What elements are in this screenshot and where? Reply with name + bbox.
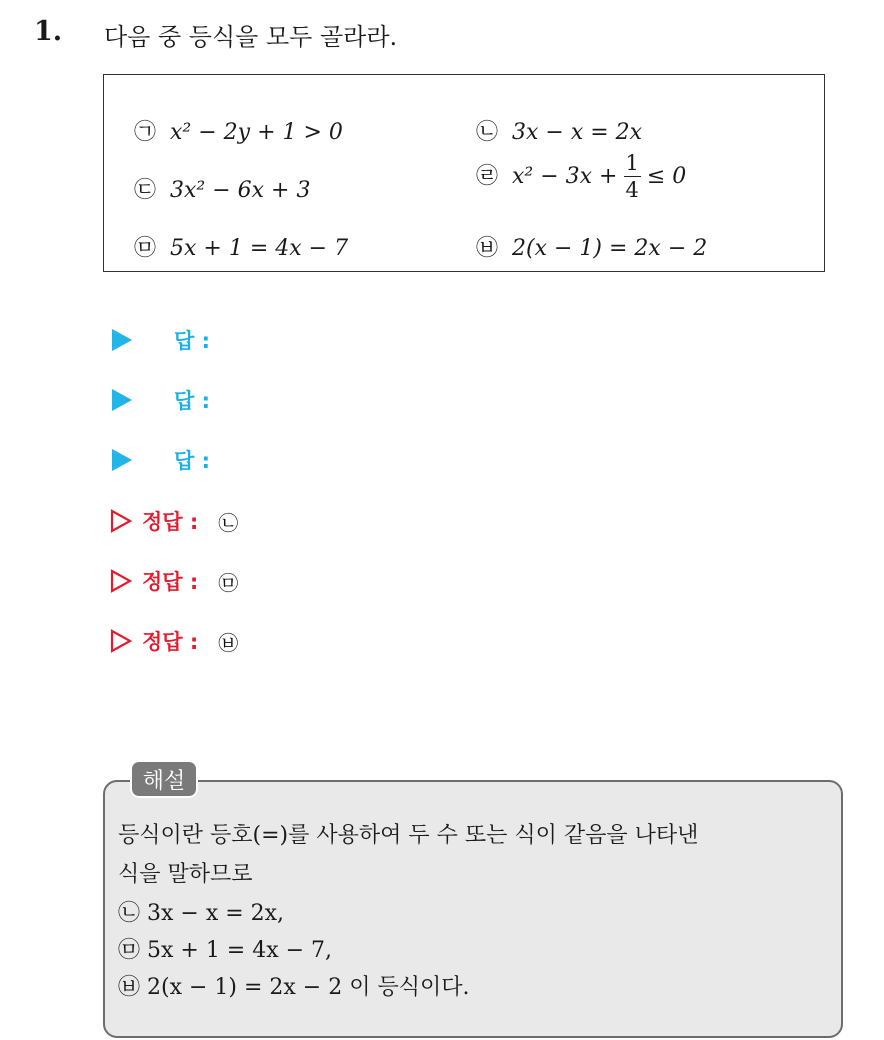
choice-expr-pre: x² − 3x + bbox=[512, 164, 618, 189]
choice-expr: 2(x − 1) = 2x − 2 bbox=[512, 236, 708, 261]
choice-mark: ㉡ bbox=[476, 120, 499, 145]
answer-row-2 bbox=[108, 385, 210, 415]
choice-mark: ㉠ bbox=[134, 120, 157, 145]
question-number: 1. bbox=[34, 16, 63, 47]
explanation-line-2: 식을 말하므로 bbox=[118, 862, 253, 887]
key-value: ㉥ bbox=[218, 630, 239, 655]
fraction-numerator: 1 bbox=[625, 151, 639, 175]
explanation-line-3: ㉡ 3x − x = 2x, bbox=[118, 901, 285, 926]
key-label: 정답 : bbox=[142, 570, 199, 594]
key-label: 정답 : bbox=[142, 510, 199, 534]
explanation-tab: 해설 bbox=[130, 760, 198, 798]
choice-expr: 3x² − 6x + 3 bbox=[170, 178, 311, 203]
fraction bbox=[624, 153, 641, 201]
explanation-line-4: ㉤ 5x + 1 = 4x − 7, bbox=[118, 938, 333, 963]
choice-expr: x² − 2y + 1 > 0 bbox=[170, 120, 343, 145]
choice-box bbox=[103, 74, 825, 272]
key-row-2 bbox=[108, 566, 238, 596]
question-text: 다음 중 등식을 모두 골라라. bbox=[104, 23, 398, 51]
choice-expr: 5x + 1 = 4x − 7 bbox=[170, 236, 349, 261]
choice-expr: 3x − x = 2x bbox=[512, 120, 643, 145]
answer-label: 답 : bbox=[174, 329, 210, 353]
choice-6 bbox=[476, 231, 707, 262]
explanation-line-5: ㉥ 2(x − 1) = 2x − 2 이 등식이다. bbox=[118, 975, 470, 1000]
filled-triangle-icon bbox=[112, 449, 132, 471]
outline-triangle-icon bbox=[110, 509, 132, 533]
key-row-3 bbox=[108, 626, 238, 656]
choice-2 bbox=[476, 115, 642, 146]
key-row-1 bbox=[108, 506, 238, 536]
answer-label: 답 : bbox=[174, 389, 210, 413]
choice-mark: ㉤ bbox=[134, 236, 157, 261]
fraction-denominator: 4 bbox=[625, 178, 639, 202]
key-label: 정답 : bbox=[142, 630, 199, 654]
outline-triangle-icon bbox=[110, 629, 132, 653]
answer-row-1 bbox=[108, 325, 210, 355]
outline-triangle-icon bbox=[110, 569, 132, 593]
choice-1 bbox=[134, 115, 343, 146]
answer-row-3 bbox=[108, 445, 210, 475]
explanation-line-1: 등식이란 등호(=)를 사용하여 두 수 또는 식이 같음을 나타낸 bbox=[118, 823, 699, 848]
choice-3 bbox=[134, 173, 310, 204]
answer-label: 답 : bbox=[174, 449, 210, 473]
choice-expr-post: ≤ 0 bbox=[646, 164, 687, 189]
key-value: ㉡ bbox=[218, 510, 239, 535]
key-value: ㉤ bbox=[218, 570, 239, 595]
choice-mark: ㉥ bbox=[476, 236, 499, 261]
filled-triangle-icon bbox=[112, 389, 132, 411]
choice-mark: ㉢ bbox=[134, 178, 157, 203]
choice-5 bbox=[134, 231, 348, 262]
filled-triangle-icon bbox=[112, 329, 132, 351]
choice-mark: ㉣ bbox=[476, 164, 499, 189]
choice-4 bbox=[476, 153, 686, 201]
